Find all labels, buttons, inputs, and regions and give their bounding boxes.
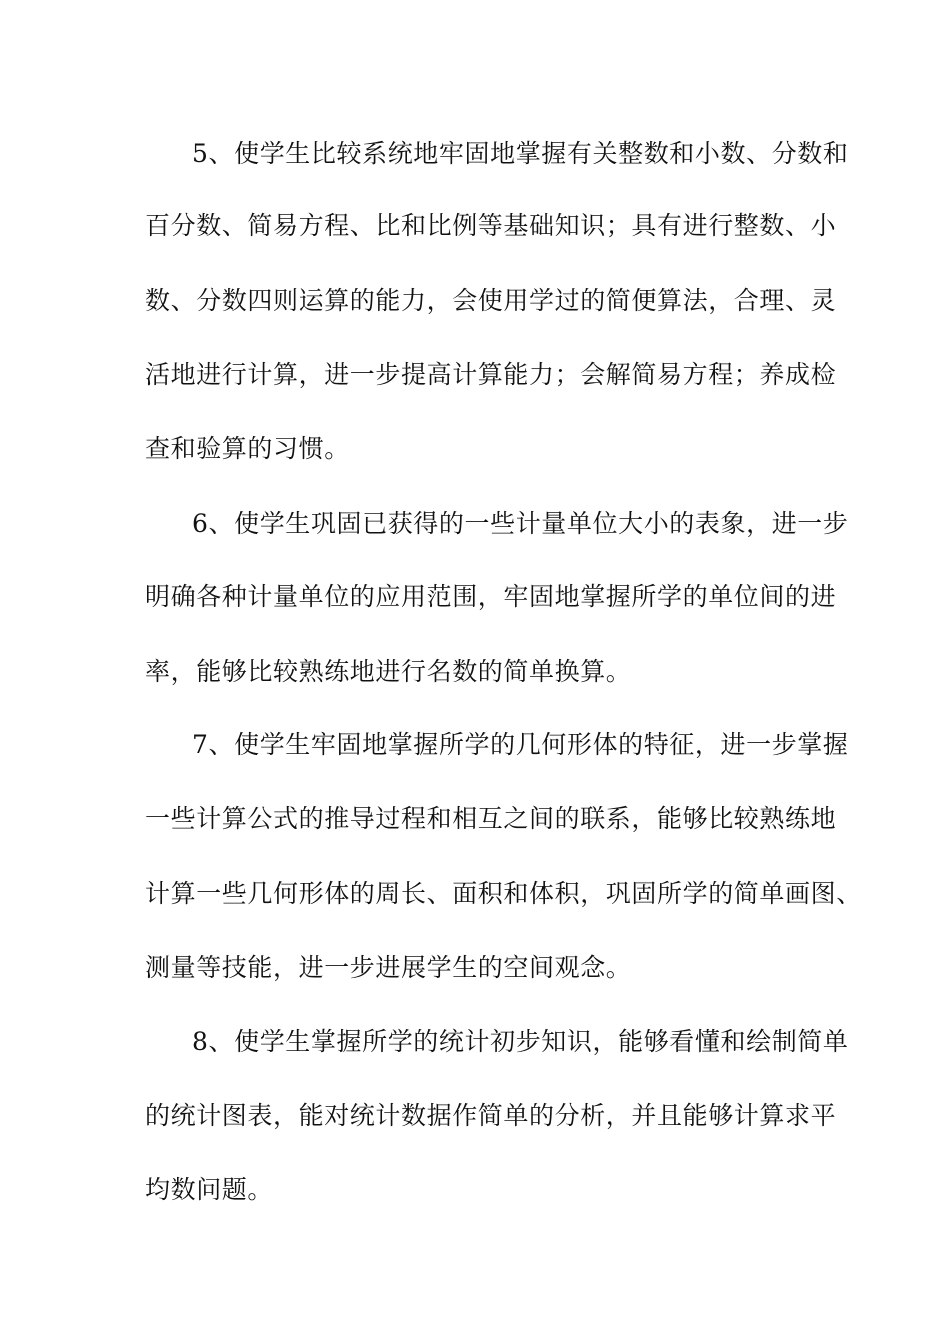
paragraph-6-line-3: 率，能够比较熟练地进行名数的简单换算。	[145, 657, 632, 686]
paragraph-5-line-4: 活地进行计算，进一步提高计算能力；会解简易方程；养成检	[145, 360, 837, 389]
paragraph-5-line-5: 查和验算的习惯。	[145, 434, 350, 463]
paragraph-7-line-4: 测量等技能，进一步进展学生的空间观念。	[145, 953, 632, 982]
paragraph-5-line-1: 5、使学生比较系统地牢固地掌握有关整数和小数、分数和	[192, 139, 849, 168]
paragraph-5-line-3: 数、分数四则运算的能力，会使用学过的简便算法，合理、灵	[145, 286, 837, 315]
paragraph-7-line-2: 一些计算公式的推导过程和相互之间的联系，能够比较熟练地	[145, 804, 837, 833]
paragraph-8-line-1: 8、使学生掌握所学的统计初步知识，能够看懂和绘制简单	[192, 1027, 849, 1056]
paragraph-7-line-1: 7、使学生牢固地掌握所学的几何形体的特征，进一步掌握	[192, 730, 849, 759]
paragraph-5-line-2: 百分数、简易方程、比和比例等基础知识；具有进行整数、小	[145, 211, 837, 240]
paragraph-7-line-3: 计算一些几何形体的周长、面积和体积，巩固所学的简单画图、	[145, 879, 862, 908]
paragraph-6-line-1: 6、使学生巩固已获得的一些计量单位大小的表象，进一步	[192, 509, 849, 538]
paragraph-8-line-2: 的统计图表，能对统计数据作简单的分析，并且能够计算求平	[145, 1101, 837, 1130]
paragraph-6-line-2: 明确各种计量单位的应用范围，牢固地掌握所学的单位间的进	[145, 582, 837, 611]
paragraph-8-line-3: 均数问题。	[145, 1175, 274, 1204]
